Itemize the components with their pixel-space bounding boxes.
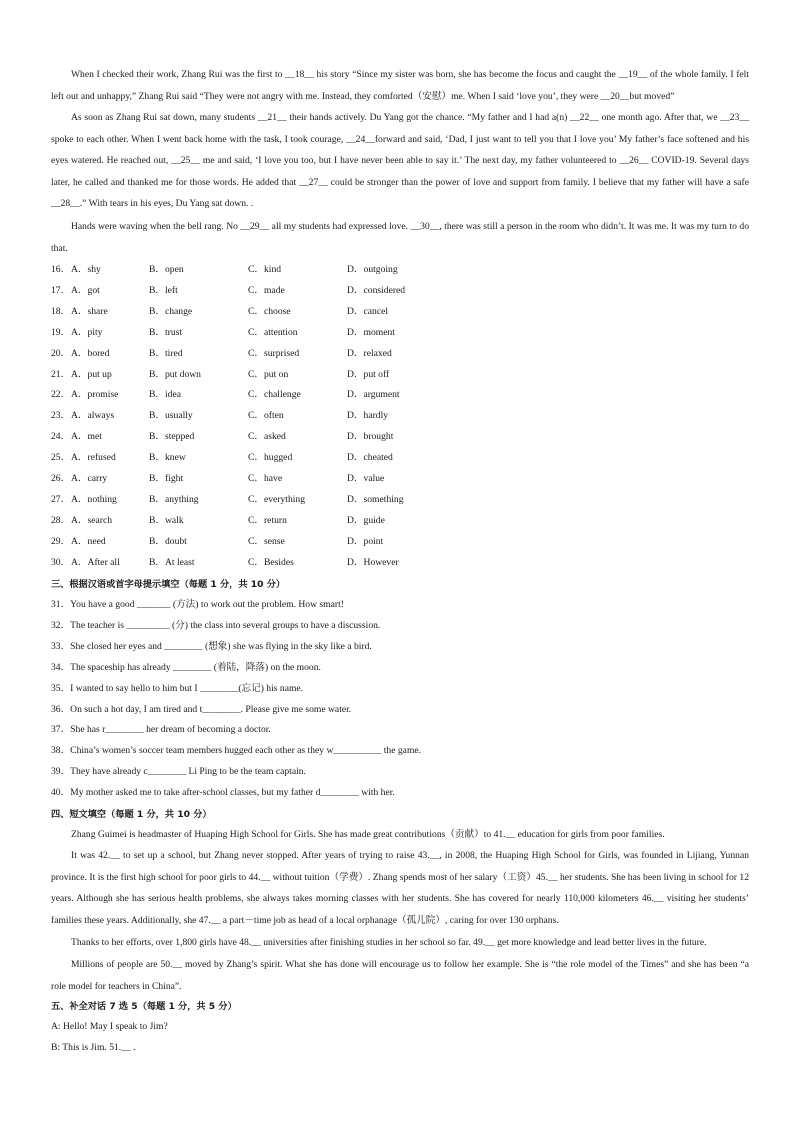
fill-blank-item: 37．She has r________ her dream of becoming a doctor. xyxy=(51,724,271,736)
option-b[interactable]: B．At least xyxy=(149,556,195,568)
dialogue-line: A: Hello! May I speak to Jim? xyxy=(51,1021,168,1032)
option-a[interactable]: A．shy xyxy=(71,264,101,275)
passage-paragraph-3: Hands were waving when the bell rang. No __29__ all my students had expressed love. __30__, there was still a person in the room who didn’t. It was me. It was my turn to do that. xyxy=(51,221,749,254)
question-number: 28． xyxy=(51,514,71,526)
option-d[interactable]: D．guide xyxy=(347,514,385,526)
option-a[interactable]: A．After all xyxy=(71,556,120,568)
fill-blank-item: 35．I wanted to say hello to him but I ________(忘记) his name. xyxy=(51,682,304,694)
option-b[interactable]: B．tired xyxy=(149,347,183,359)
option-a[interactable]: A．refused xyxy=(71,452,116,464)
option-b[interactable]: B．stepped xyxy=(149,431,195,443)
question-number: 19． xyxy=(51,326,71,338)
option-a[interactable]: A．met xyxy=(71,431,102,443)
option-b[interactable]: B．usually xyxy=(149,410,193,422)
option-b[interactable]: B．open xyxy=(149,264,184,275)
passage-paragraph-1: When I checked their work, Zhang Rui was the first to __18__ his story “Since my sister was born, she has become the focus and caught the __19__ of the whole family. I felt left out and unhappy,” Zhang Rui said “They were not angry with me. Instead, they comforted（安慰）me. When I said ‘love you’, they were __20__but moved” xyxy=(51,69,749,102)
passage-paragraph-2: As soon as Zhang Rui sat down, many students __21__ their hands actively. Du Yang got the chance. “My father and I had a(n) __22__ one month ago. After that, we __23__ spoke to each other. When I went back home with the task, I took courage, __24__forward and said, ‘Dad, I just want to tell you that I love you’ My father’s face softened and his eyes watered. He reached out, __25__ me and said, ‘I love you too, but I have never been able to say it.’ The next day, my father volunteered to __26__ COVID-19. Several days later, he called and thanked me for those words. He added that __27__ could be stronger than the power of love and support from family. I believe that my father will have a safe __28__.” With tears in his eyes, Du Yang sat down. . xyxy=(51,112,749,210)
option-c[interactable]: C．hugged xyxy=(248,452,293,464)
question-number: 17． xyxy=(51,284,71,296)
question-number: 29． xyxy=(51,535,71,547)
dialogue-line: B: This is Jim. 51.__ . xyxy=(51,1042,136,1053)
option-d[interactable]: D．outgoing xyxy=(347,264,398,275)
section-4-paragraph-1: Zhang Guimei is headmaster of Huaping High School for Girls. She has made great contributions（贡献）to 41.__ education for girls from poor families. xyxy=(71,829,665,840)
option-b[interactable]: B．put down xyxy=(149,368,201,380)
option-d[interactable]: D．cancel xyxy=(347,305,389,317)
option-b[interactable]: B．left xyxy=(149,284,178,296)
option-b[interactable]: B．idea xyxy=(149,389,181,401)
option-a[interactable]: A．search xyxy=(71,514,113,526)
question-number: 22． xyxy=(51,389,71,401)
option-c[interactable]: C．choose xyxy=(248,305,291,317)
option-c[interactable]: C．return xyxy=(248,514,287,526)
fill-blank-item: 36．On such a hot day, I am tired and t________. Please give me some water. xyxy=(51,703,352,715)
section-4-paragraph-3: Thanks to her efforts, over 1,800 girls have 48.__ universities after finishing studies in her school so far. 49.__ get more knowledge and lead better lives in the future. xyxy=(71,937,707,948)
option-b[interactable]: B．change xyxy=(149,305,193,317)
option-c[interactable]: C．attention xyxy=(248,326,298,338)
option-a[interactable]: A．nothing xyxy=(71,493,117,505)
question-number: 20． xyxy=(51,347,71,359)
fill-blank-item: 40．My mother asked me to take after-school classes, but my father d________ with her. xyxy=(51,787,395,799)
fill-blank-item: 39．They have already c________ Li Ping to be the team captain. xyxy=(51,766,306,778)
option-d[interactable]: D．However xyxy=(347,556,399,568)
option-d[interactable]: D．relaxed xyxy=(347,347,392,359)
option-c[interactable]: C．kind xyxy=(248,264,282,275)
fill-blank-item: 38．China’s women’s soccer team members hugged each other as they w__________ the game. xyxy=(51,745,422,757)
question-number: 26． xyxy=(51,473,71,484)
option-c[interactable]: C．sense xyxy=(248,535,285,547)
option-d[interactable]: D．something xyxy=(347,493,404,505)
section-5-title: 五、补全对话 7 选 5（每题 1 分，共 5 分） xyxy=(51,1001,237,1012)
option-d[interactable]: D．argument xyxy=(347,389,400,401)
section-4-paragraph-4: Millions of people are 50.__ moved by Zhang’s spirit. What she has done will encourage us to follow her example. She is “the role model of the Times” and she has been “a role model for teachers in China”. xyxy=(51,959,749,992)
option-d[interactable]: D．put off xyxy=(347,368,390,380)
option-d[interactable]: D．value xyxy=(347,473,385,484)
question-number: 18． xyxy=(51,305,71,317)
option-b[interactable]: B．walk xyxy=(149,514,184,526)
question-number: 21． xyxy=(51,368,71,380)
option-c[interactable]: C．asked xyxy=(248,431,286,443)
option-a[interactable]: A．promise xyxy=(71,389,119,401)
option-a[interactable]: A．pity xyxy=(71,326,103,338)
fill-blank-item: 34．The spaceship has already ________ (着陆，降落) on the moon. xyxy=(51,661,321,673)
section-4-title: 四、短文填空（每题 1 分，共 10 分） xyxy=(51,809,212,820)
fill-blank-item: 31．You have a good _______ (方法) to work out the problem. How smart! xyxy=(51,599,344,610)
option-a[interactable]: A．bored xyxy=(71,347,110,359)
option-c[interactable]: C．have xyxy=(248,473,283,484)
option-a[interactable]: A．got xyxy=(71,284,100,296)
option-a[interactable]: A．carry xyxy=(71,473,108,484)
option-b[interactable]: B．fight xyxy=(149,473,184,484)
section-4-paragraph-2: It was 42.__ to set up a school, but Zhang never stopped. After years of trying to raise 43.__, in 2008, the Huaping High School for Girls, was founded in Lijiang, Yunnan province. It is the first high school for poor girls to 44.__ without tuition（学费）. Zhang spends most of her salary（工资）45.__ her students. She has been living in school for 12 years. Although she has serious health problems, she always takes morning classes with her students. She has covered for nearly 110,000 kilometers 46.__ visiting her students’ families these years. Additionally, she 47.__ a part－time job as head of a local orphanage（孤儿院）, caring for over 130 orphans. xyxy=(51,850,749,926)
option-b[interactable]: B．knew xyxy=(149,452,186,464)
option-c[interactable]: C．often xyxy=(248,410,284,422)
question-number: 30． xyxy=(51,556,71,568)
option-c[interactable]: C．Besides xyxy=(248,556,294,568)
option-a[interactable]: A．share xyxy=(71,305,108,317)
fill-blank-item: 33．She closed her eyes and ________ (想象) she was flying in the sky like a bird. xyxy=(51,640,372,652)
option-a[interactable]: A．need xyxy=(71,535,106,547)
section-3-title: 三、根据汉语或首字母提示填空（每题 1 分，共 10 分） xyxy=(51,579,286,590)
option-c[interactable]: C．everything xyxy=(248,493,306,505)
question-number: 27． xyxy=(51,493,71,505)
option-c[interactable]: C．surprised xyxy=(248,347,300,359)
question-number: 16． xyxy=(51,264,71,275)
option-b[interactable]: B．trust xyxy=(149,326,183,338)
option-b[interactable]: B．anything xyxy=(149,493,199,505)
option-d[interactable]: D．point xyxy=(347,535,384,547)
question-number: 25． xyxy=(51,452,71,464)
option-d[interactable]: D．brought xyxy=(347,431,394,443)
option-b[interactable]: B．doubt xyxy=(149,535,187,547)
option-a[interactable]: A．always xyxy=(71,410,115,422)
option-c[interactable]: C．made xyxy=(248,284,285,296)
option-d[interactable]: D．considered xyxy=(347,284,406,296)
option-d[interactable]: D．cheated xyxy=(347,452,393,464)
fill-blank-item: 32．The teacher is _________ (分) the class into several groups to have a discussion. xyxy=(51,619,381,631)
option-c[interactable]: C．challenge xyxy=(248,389,301,401)
option-a[interactable]: A．put up xyxy=(71,368,112,380)
option-c[interactable]: C．put on xyxy=(248,368,289,380)
option-d[interactable]: D．moment xyxy=(347,326,395,338)
question-number: 23． xyxy=(51,410,71,422)
question-number: 24． xyxy=(51,431,71,443)
option-d[interactable]: D．hardly xyxy=(347,410,389,422)
